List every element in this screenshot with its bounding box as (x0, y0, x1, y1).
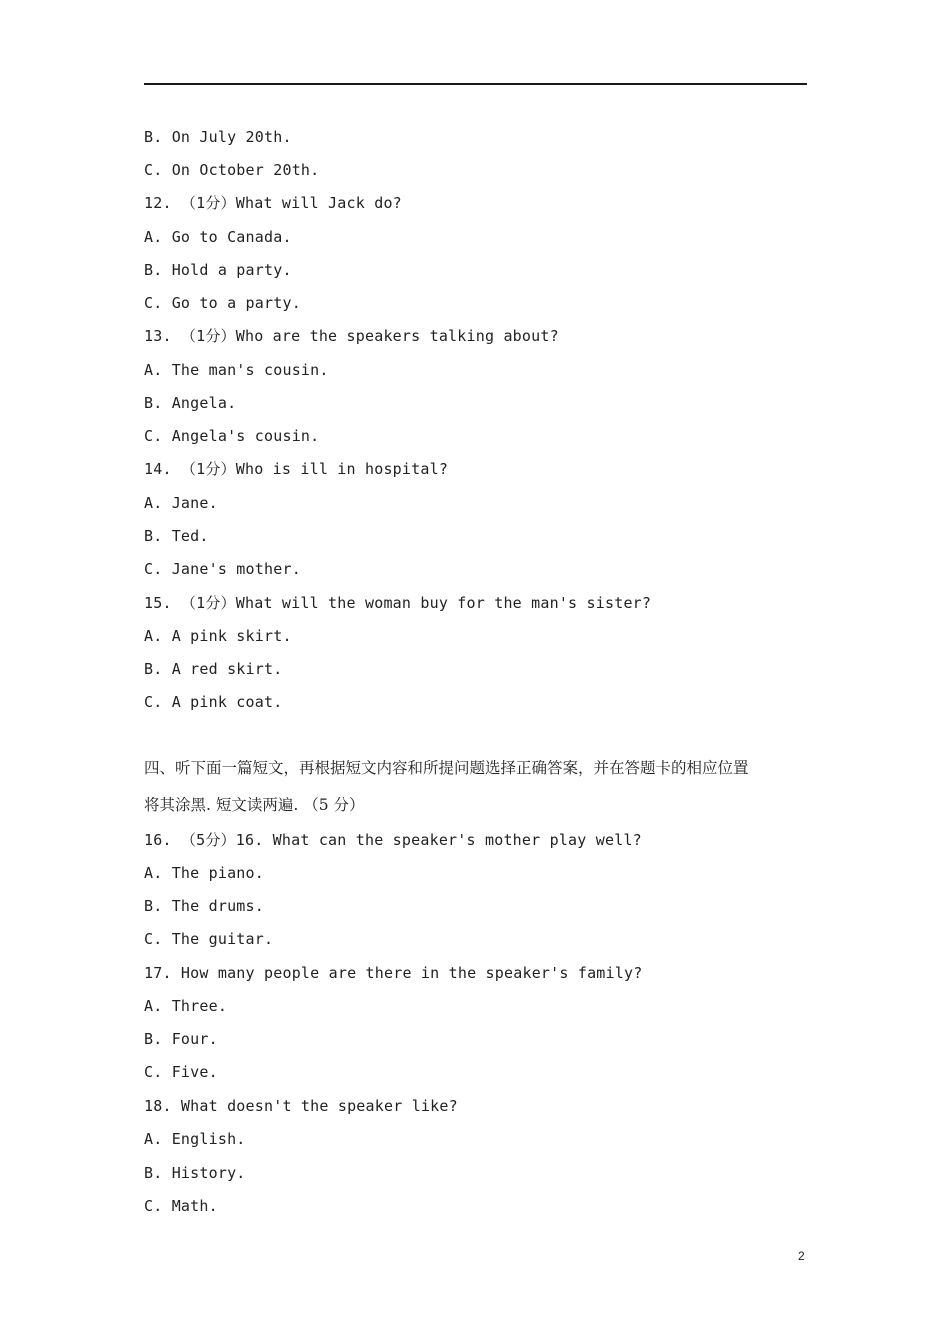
answer-option: B. The drums. (144, 897, 264, 915)
question-14: 14. （1分）Who is ill in hospital? (144, 460, 449, 478)
answer-option: C. The guitar. (144, 930, 274, 948)
answer-option: A. A pink skirt. (144, 627, 292, 645)
answer-option: A. The man's cousin. (144, 361, 329, 379)
answer-option: C. A pink coat. (144, 693, 283, 711)
header-rule (144, 83, 807, 85)
section-4-instruction: 四、听下面一篇短文，再根据短文内容和所提问题选择正确答案，并在答题卡的相应位置 (144, 759, 749, 777)
answer-option: B. Ted. (144, 527, 209, 545)
answer-option: C. Five. (144, 1063, 218, 1081)
answer-option: C. Go to a party. (144, 294, 301, 312)
answer-option: B. Hold a party. (144, 261, 292, 279)
answer-option: A. Three. (144, 997, 228, 1015)
question-18: 18. What doesn't the speaker like? (144, 1097, 458, 1115)
question-12: 12. （1分）What will Jack do? (144, 194, 402, 212)
question-13: 13. （1分）Who are the speakers talking about? (144, 327, 559, 345)
answer-option: B. On July 20th. (144, 128, 292, 146)
answer-option: A. English. (144, 1130, 246, 1148)
answer-option: C. Jane's mother. (144, 560, 301, 578)
answer-option: B. History. (144, 1164, 246, 1182)
answer-option: B. Four. (144, 1030, 218, 1048)
question-15: 15. （1分）What will the woman buy for the man's sister? (144, 594, 652, 612)
answer-option: A. Go to Canada. (144, 228, 292, 246)
question-17: 17. How many people are there in the speaker's family? (144, 964, 643, 982)
section-4-instruction-cont: 将其涂黑. 短文读两遍. （5 分） (144, 796, 365, 814)
answer-option: B. Angela. (144, 394, 237, 412)
answer-option: B. A red skirt. (144, 660, 283, 678)
question-16: 16. （5分）16. What can the speaker's mother play well? (144, 831, 642, 849)
answer-option: C. Angela's cousin. (144, 427, 320, 445)
answer-option: A. Jane. (144, 494, 218, 512)
page-number: 2 (798, 1249, 805, 1263)
answer-option: A. The piano. (144, 864, 264, 882)
answer-option: C. Math. (144, 1197, 218, 1215)
answer-option: C. On October 20th. (144, 161, 320, 179)
